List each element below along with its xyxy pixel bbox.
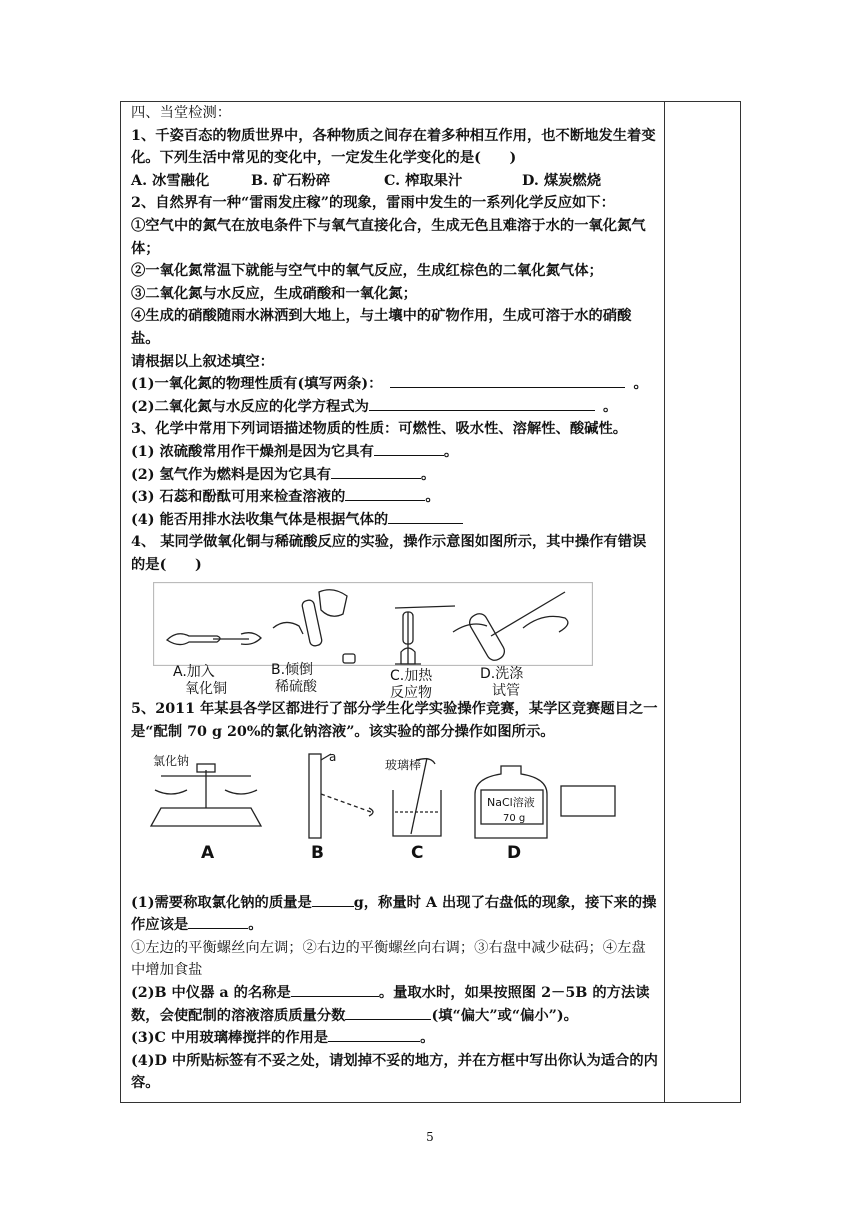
q1-option-a: A. 冰雪融化 xyxy=(131,172,210,189)
q5-sub4: (4)D 中所贴标签有不妥之处，请划掉不妥的地方，并在方框中写出你认为适合的内容。 xyxy=(131,1052,658,1092)
q5-sub2 xyxy=(131,982,658,1027)
answer-blank[interactable] xyxy=(369,396,595,411)
page-number: 5 xyxy=(426,1130,434,1144)
q2-sub2-text: (2)二氧化氮与水反应的化学方程式为 xyxy=(131,398,369,415)
column-divider xyxy=(664,101,665,1103)
q3-stem: 3、化学中常用下列词语描述物质的性质：可燃性、吸水性、溶解性、酸碱性。 xyxy=(131,421,628,438)
q5-sub3-text: (3)C 中用玻璃棒搅拌的作用是 xyxy=(131,1030,329,1047)
answer-blank[interactable] xyxy=(312,892,354,907)
q4-caption-b-line1: B.倾倒 xyxy=(271,662,314,679)
q4-caption-d-line2: 试管 xyxy=(492,683,520,700)
q4-figure xyxy=(153,582,593,702)
q5-fig-label-a: A xyxy=(201,842,215,863)
q5-sub2-text: (2)B 中仪器 a 的名称是 xyxy=(131,985,291,1002)
q5-stem: 5、2011 年某县各学区都进行了部分学生化学实验操作竞赛，某学区竞赛题目之一是“配制 70 g 20%的氯化钠溶液”。该实验的部分操作如图所示。 xyxy=(131,701,658,741)
q1-options xyxy=(131,170,658,193)
q4-caption-c-line1: C.加热 xyxy=(390,668,433,685)
q2-sub1-text: (1)一氧化氮的物理性质有(填写两条)： xyxy=(131,376,383,393)
q3-item-2 xyxy=(131,464,658,487)
q4-caption-a-line2: 氧化铜 xyxy=(185,681,227,698)
q3-item-3 xyxy=(131,486,658,509)
q5-fig-label-d: D xyxy=(507,842,522,863)
worksheet-content xyxy=(131,102,658,1095)
q1-option-d: D. 煤炭燃烧 xyxy=(522,172,602,189)
answer-blank[interactable] xyxy=(328,1027,420,1042)
q2-sub1-end: 。 xyxy=(633,376,648,393)
q5-fig-label-b: B xyxy=(311,842,324,863)
q5-choices: ①左边的平衡螺丝向左调；②右边的平衡螺丝向右调；③右盘中减少砝码；④左盘中增加食盐 xyxy=(131,939,646,979)
q4-caption-a xyxy=(173,664,227,698)
q4-caption-c xyxy=(390,668,432,702)
q4-caption-b-line2: 稀硫酸 xyxy=(275,679,317,696)
q3-item-1 xyxy=(131,441,658,464)
q3-item-2-end: 。 xyxy=(421,466,436,483)
q2-item-2: ②一氧化氮常温下就能与空气中的氧气反应，生成红棕色的二氧化氮气体； xyxy=(131,263,603,280)
answer-blank[interactable] xyxy=(374,441,444,456)
q5-fig-label-c: C xyxy=(411,842,424,863)
answer-blank[interactable] xyxy=(331,464,421,479)
q5-sub1-text: (1)需要称取氯化钠的质量是 xyxy=(131,894,312,911)
q3-item-1-text: (1) 浓硫酸常用作干燥剂是因为它具有 xyxy=(131,443,374,460)
answer-blank[interactable] xyxy=(188,914,248,929)
q4-caption-a-line1: A.加入 xyxy=(173,664,215,681)
q4-caption-d xyxy=(480,666,523,700)
q2-item-4: ④生成的硝酸随雨水淋洒到大地上，与土壤中的矿物作用，生成可溶于水的硝酸盐。 xyxy=(131,308,632,347)
q2-stem: 2、自然界有一种“雷雨发庄稼”的现象，雷雨中发生的一系列化学反应如下： xyxy=(131,195,615,212)
q5-label-a: a xyxy=(329,749,337,764)
section-title: 四、当堂检测： xyxy=(131,105,232,121)
answer-blank[interactable] xyxy=(291,982,379,997)
q2-item-3: ③二氧化氮与水反应，生成硝酸和一氧化氮； xyxy=(131,285,417,302)
q3-item-2-text: (2) 氢气作为燃料是因为它具有 xyxy=(131,466,332,483)
q5-rod-label: 玻璃棒 xyxy=(385,757,422,772)
q3-item-1-end: 。 xyxy=(443,443,459,460)
q5-figure xyxy=(141,750,631,862)
q3-item-4 xyxy=(131,509,658,532)
q5-sub1 xyxy=(131,892,658,937)
q5-sub1-mid: g，称量时 A 出现了右盘低的现象，接下来的操作应该是 xyxy=(131,894,657,934)
q4-caption-b xyxy=(271,662,317,696)
q5-sub2-mid: 。量取水时，如果按照图 2－5B 的方法读数，会使配制的溶液溶质质量分数 xyxy=(131,985,650,1024)
q5-bottle-mass: 70 g xyxy=(503,812,526,824)
answer-blank[interactable] xyxy=(345,1005,431,1020)
q1-option-b: B. 矿石粉碎 xyxy=(251,172,331,189)
q3-item-3-end: 。 xyxy=(425,489,440,506)
q4-caption-c-line2: 反应物 xyxy=(390,685,432,702)
q3-item-4-text: (4) 能否用排水法收集气体是根据气体的 xyxy=(131,511,389,528)
q4-apparatus-illustration xyxy=(153,582,593,666)
q5-salt-label: 氯化钠 xyxy=(153,753,190,768)
q2-sub1 xyxy=(131,373,658,396)
answer-blank[interactable] xyxy=(390,373,625,388)
q2-sub2-end: 。 xyxy=(602,398,618,415)
q5-sub3 xyxy=(131,1027,658,1050)
q2-sub2 xyxy=(131,396,658,419)
q4-stem: 4、 某同学做氧化铜与稀硫酸反应的实验，操作示意图如图所示，其中操作有错误的是( ) xyxy=(131,534,647,573)
q5-sub1-end: 。 xyxy=(248,917,263,934)
q5-sub3-end: 。 xyxy=(420,1030,435,1047)
q1-stem: 1、千姿百态的物质世界中，各种物质之间存在着多种相互作用，也不断地发生着变化。下列生活中常见的变化中，一定发生化学变化的是( ) xyxy=(131,127,656,167)
q2-prompt: 请根据以上叙述填空： xyxy=(131,353,274,370)
q5-bottle-label: NaCl溶液 xyxy=(487,795,535,809)
q4-caption-d-line1: D.洗涤 xyxy=(480,666,524,683)
q3-item-3-text: (3) 石蕊和酚酞可用来检查溶液的 xyxy=(131,489,346,506)
q5-sub2-end: (填“偏大”或“偏小”)。 xyxy=(431,1007,578,1024)
q1-option-c: C. 榨取果汁 xyxy=(384,172,463,189)
q2-item-1: ①空气中的氮气在放电条件下与氧气直接化合，生成无色且难溶于水的一氧化氮气体； xyxy=(131,217,646,257)
answer-blank[interactable] xyxy=(388,509,463,524)
answer-blank[interactable] xyxy=(345,486,425,501)
